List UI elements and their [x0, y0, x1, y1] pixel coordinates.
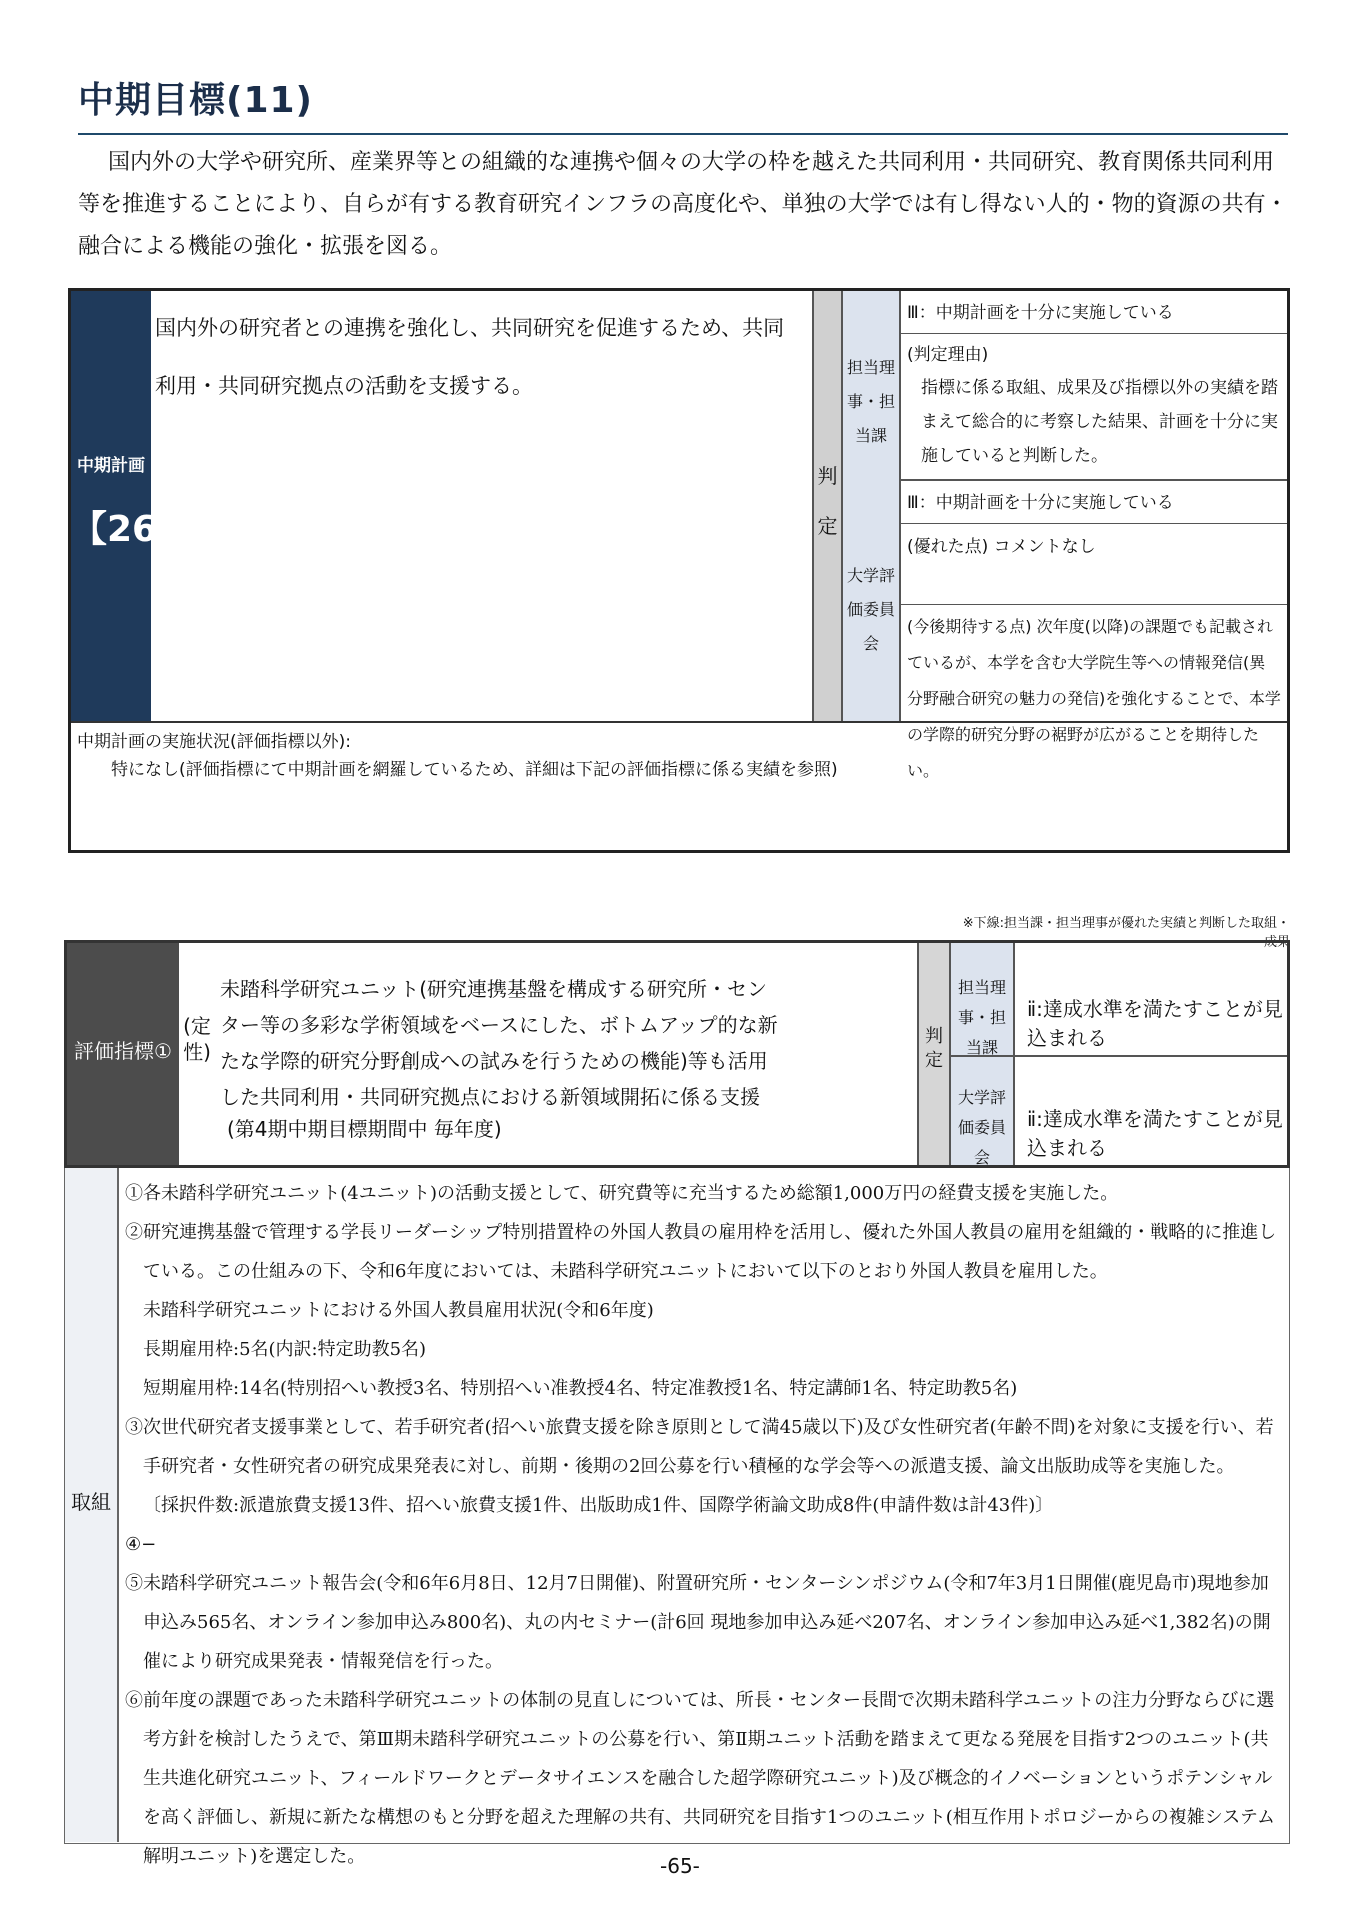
role-committee-label: 大学評価委員会 [846, 566, 895, 653]
effort-item-2-sub-title: 未踏科学研究ユニットにおける外国人教員雇用状況(令和6年度) [143, 1300, 654, 1321]
divider [901, 479, 1287, 481]
effort-item-1: ①各未踏科学研究ユニット(4ユニット)の活動支援として、研究費等に充当するため総額1,000万円の経費支援を実施した。 [125, 1183, 1119, 1204]
effort-item-2-sub-long: 長期雇用枠:5名(内訳:特定助教5名) [143, 1339, 427, 1360]
divider [899, 291, 901, 721]
efforts-label: 取組 [71, 1490, 111, 1514]
page-title: 中期目標(11) [78, 80, 314, 121]
plan-status-label: 中期計画の実施状況(評価指標以外): [77, 732, 351, 752]
indicator-type: (定性) [183, 1014, 211, 1064]
mid-term-plan-table [68, 288, 1290, 853]
effort-item-5: ⑤未踏科学研究ユニット報告会(令和6年6月8日、12月7日開催)、附置研究所・センターシンポジウム(令和7年3月1日開催(鹿児島市)現地参加申込み565名、オンライン参加申込み800名)、丸の内セミナー(計6回 現地参加申込み延べ207名、オンライン参加申込み延べ1,382名)の開催により研究成果発表・情報発信を行った。 [125, 1573, 1271, 1672]
effort-item-4: ④− [125, 1534, 157, 1555]
divider [1013, 943, 1015, 1165]
underline-footnote: ※下線:担当課・担当理事が優れた実績と判断した取組・成果 [962, 916, 1290, 950]
effort-item-2-sub-short: 短期雇用枠:14名(特別招へい教授3名、特別招へい准教授4名、特定准教授1名、特定講師1名、特定助教5名) [143, 1378, 1018, 1399]
committee-result: ⅱ:達成水準を満たすことが見込まれる [1027, 1107, 1283, 1160]
indicator-title: 未踏科学研究ユニット(研究連携基盤を構成する研究所・センター等の多彩な学術領域をベースにした、ボトムアップ的な新たな学際的研究分野創成への試みを行うための機能)等も活用した共同利用・共同研究拠点における新領域開拓に係る支援 [220, 977, 778, 1109]
director-reason-text: 指標に係る取組、成果及び指標以外の実績を踏まえて総合的に考察した結果、計画を十分に実施していると判断した。 [921, 378, 1278, 466]
plan-number: 【26】 [71, 509, 194, 550]
indicator-label: 評価指標① [74, 1039, 172, 1063]
plan-side-panel [71, 291, 194, 721]
efforts-body [125, 1174, 1285, 1876]
efforts-table [64, 1168, 1290, 1867]
plan-status-text: 特になし(評価指標にて中期計画を網羅しているため、詳細は下記の評価指標に係る実績を参照) [111, 760, 838, 780]
director-result: ⅱ:達成水準を満たすことが見込まれる [1027, 997, 1283, 1050]
role-director-label: 担当理事・担当課 [957, 978, 1006, 1057]
judge-label: 判定 [925, 1026, 943, 1071]
divider [901, 604, 1287, 605]
committee-result: Ⅲ：中期計画を十分に実施している [907, 493, 1174, 513]
indicator-table [64, 940, 1290, 1168]
director-reason-label: (判定理由) [907, 345, 989, 365]
judge-label: 判定 [817, 464, 838, 538]
goal-intro: 国内外の大学や研究所、産業界等との組織的な連携や個々の大学の枠を越えた共同利用・共同研究、教育関係共同利用等を推進することにより、自らが有する教育研究インフラの高度化や、単独の大学では有し得ない人的・物的資源の共有・融合による機能の強化・拡張を図る。 [78, 150, 1288, 259]
indicator-side-panel [67, 943, 179, 1165]
divider [71, 721, 1287, 723]
effort-item-2: ②研究連携基盤で管理する学長リーダーシップ特別措置枠の外国人教員の雇用枠を活用し、優れた外国人教員の雇用を組織的・戦略的に推進している。この仕組みの下、令和6年度においては、未踏科学研究ユニットにおいて以下のとおり外国人教員を雇用した。 [125, 1222, 1277, 1282]
role-director-label: 担当理事・担当課 [846, 358, 895, 445]
effort-item-3-sub: 〔採択件数:派遣旅費支援13件、招へい旅費支援1件、出版助成1件、国際学術論文助成8件(申請件数は計43件)〕 [143, 1495, 1054, 1516]
divider [901, 333, 1287, 334]
plan-side-label: 中期計画 [77, 456, 145, 476]
director-result: Ⅲ：中期計画を十分に実施している [907, 303, 1174, 323]
role-committee-label: 大学評価委員会 [957, 1088, 1006, 1167]
committee-good-points: (優れた点) コメントなし [907, 537, 1096, 557]
page-number: -65- [660, 1854, 700, 1878]
divider [901, 523, 1287, 524]
plan-text: 国内外の研究者との連携を強化し、共同研究を促進するため、共同利用・共同研究拠点の活動を支援する。 [155, 316, 785, 398]
effort-item-6: ⑥前年度の課題であった未踏科学研究ユニットの体制の見直しについては、所長・センター長間で次期未踏科学ユニットの注力分野ならびに選考方針を検討したうえで、第Ⅲ期未踏科学研究ユニットの公募を行い、第Ⅱ期ユニット活動を踏まえて更なる発展を目指す2つのユニット(共生共進化研究ユニット、フィールドワークとデータサイエンスを融合した超学際研究ユニット)及び概念的イノベーションというポテンシャルを高く評価し、新規に新たな構想のもと分野を超えた理解の共有、共同研究を目指す1つのユニット(相互作用トポロジーからの複雑システム解明ユニット)を選定した。 [125, 1690, 1275, 1867]
title-rule [78, 133, 1288, 135]
committee-expectations: (今後期待する点) 次年度(以降)の課題でも記載されているが、本学を含む大学院生等への情報発信(異分野融合研究の魅力の発信)を強化することで、本学の学際的研究分野の裾野が広がることを期待したい。 [907, 617, 1281, 780]
effort-item-3: ③次世代研究者支援事業として、若手研究者(招へい旅費支援を除き原則として満45歳以下)及び女性研究者(年齢不問)を対象に支援を行い、若手研究者・女性研究者の研究成果発表に対し、前期・後期の2回公募を行い積極的な学会等への派遣支援、論文出版助成等を実施した。 [125, 1417, 1274, 1477]
indicator-period: (第4期中期目標期間中 毎年度) [227, 1117, 502, 1141]
divider [117, 1168, 119, 1842]
